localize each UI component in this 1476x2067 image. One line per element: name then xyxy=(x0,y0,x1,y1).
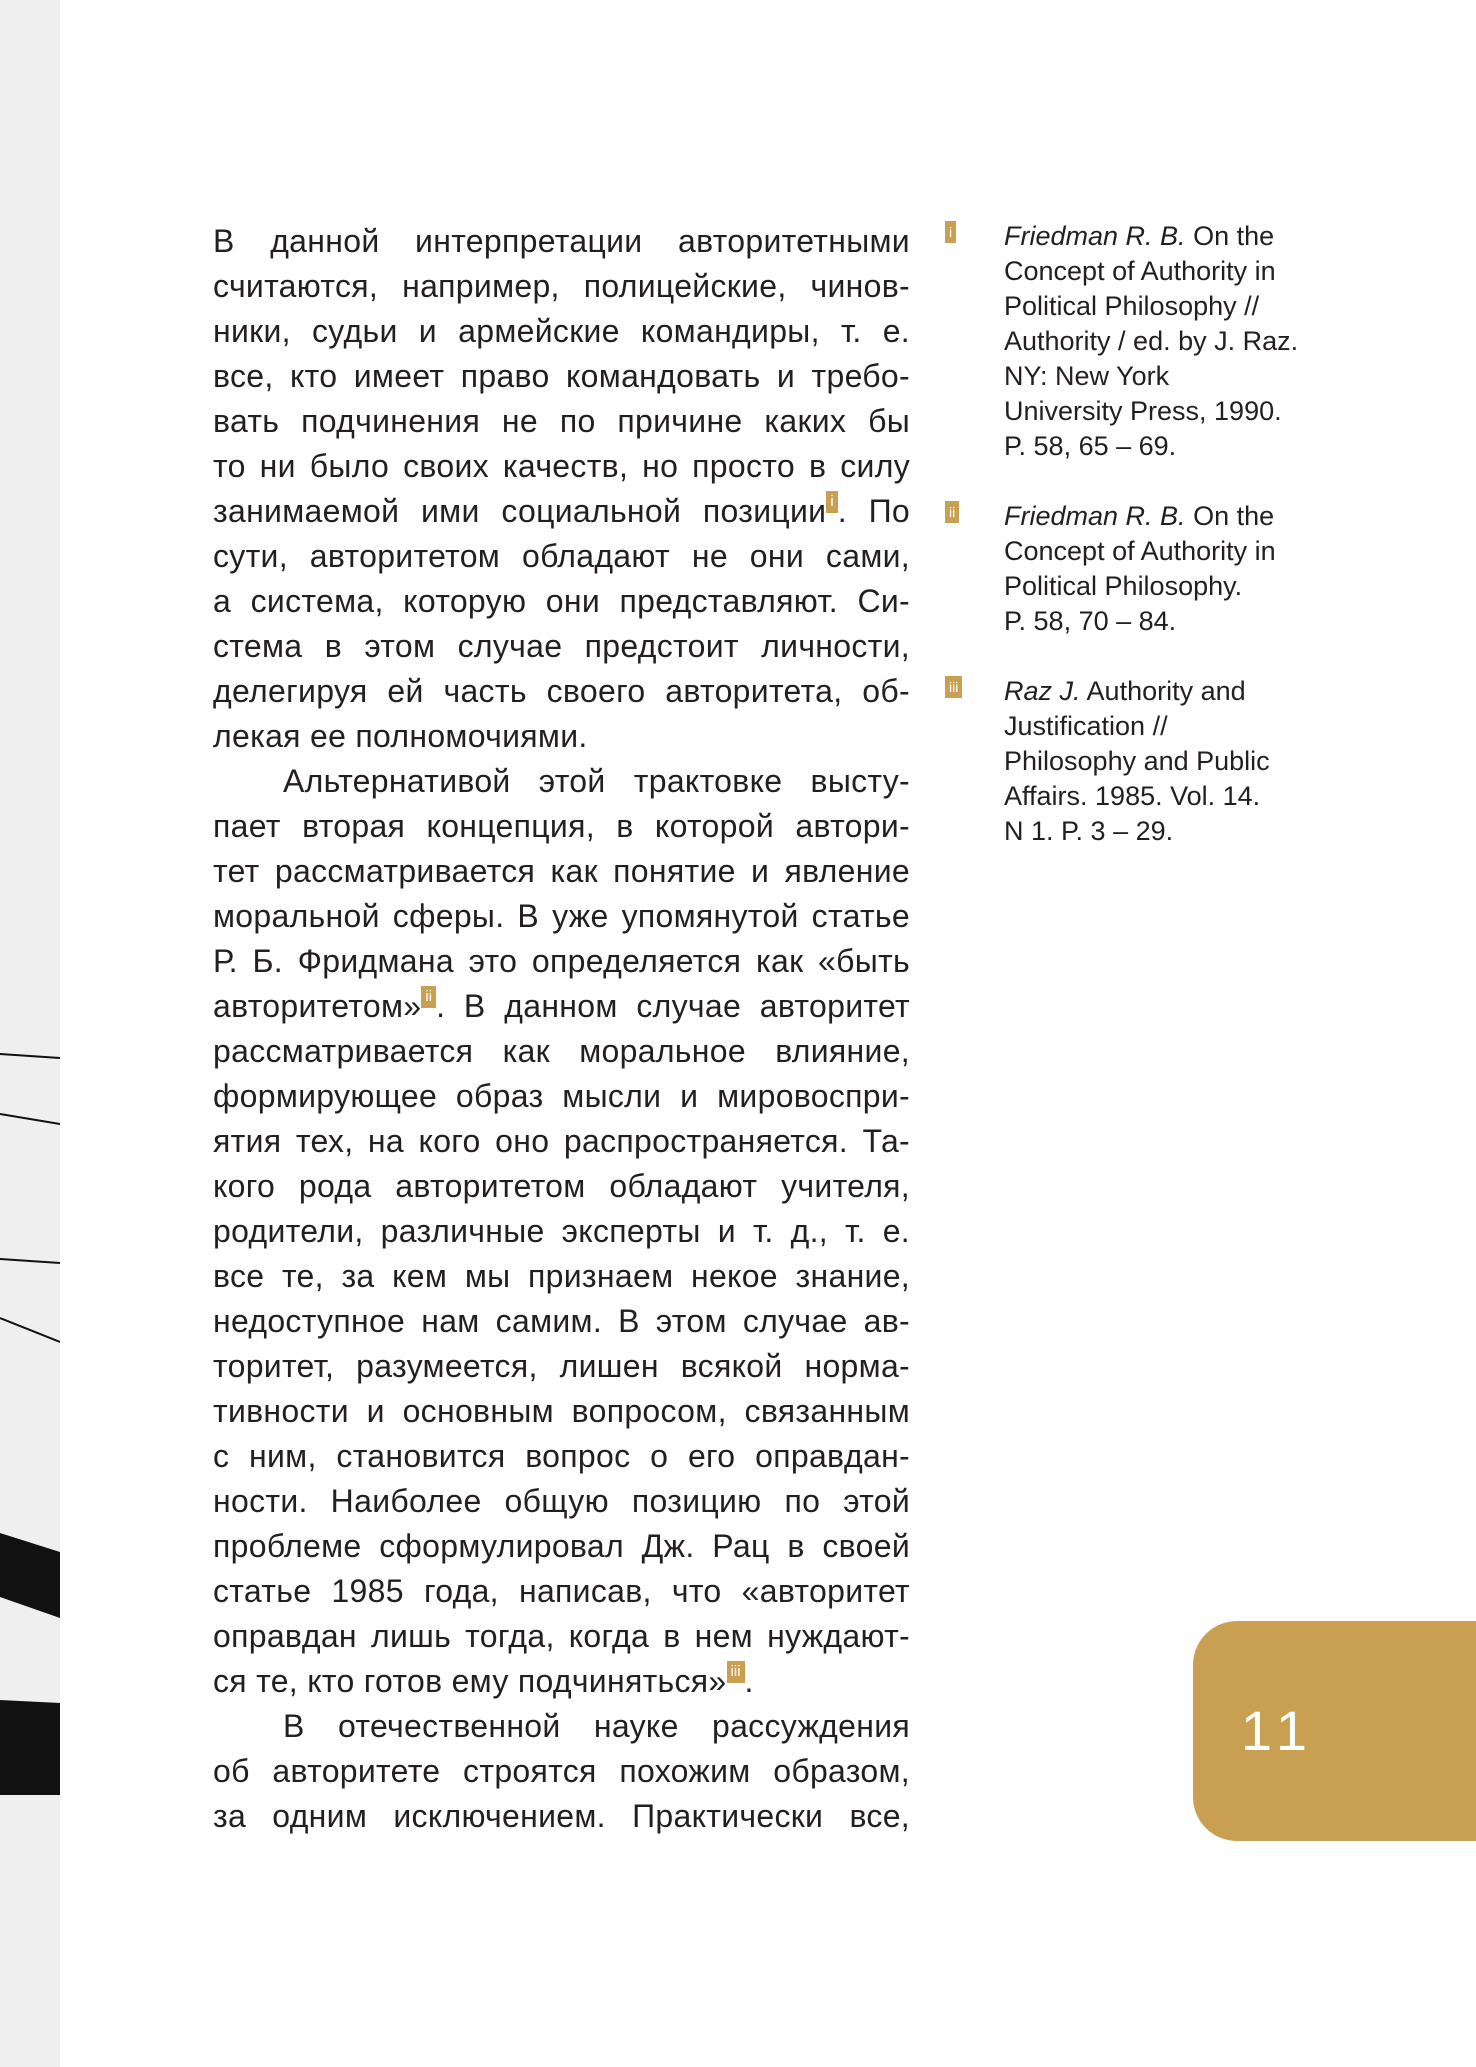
main-text xyxy=(213,219,910,1839)
text-line xyxy=(213,939,910,984)
text-line xyxy=(213,264,910,309)
text-line xyxy=(213,354,910,399)
deco-line xyxy=(0,1318,60,1342)
footnote-marker[interactable]: ii xyxy=(421,986,436,1008)
text-line xyxy=(213,804,910,849)
text-line xyxy=(213,489,910,534)
text-segment: авторитетом» xyxy=(213,988,422,1024)
text-line xyxy=(213,1794,910,1839)
text-line xyxy=(213,1119,910,1164)
text-line xyxy=(213,1569,910,1614)
text-segment: статье 1985 года, написав, что «авторитет xyxy=(213,1573,910,1609)
footnote-marker: i xyxy=(945,221,956,243)
footnote-author: Raz J. xyxy=(1004,676,1081,706)
text-segment: торитет, разумеется, лишен всякой норма- xyxy=(213,1348,910,1384)
text-segment: . xyxy=(744,1663,754,1699)
text-segment: сути, авторитетом обладают не они сами, xyxy=(213,538,910,574)
text-segment: Альтернативой этой трактовке высту- xyxy=(283,763,910,799)
text-segment: проблеме сформулировал Дж. Рац в своей xyxy=(213,1528,910,1564)
text-segment: ятия тех, на кого оно распространяется. Та- xyxy=(213,1123,910,1159)
footnote-text xyxy=(1004,499,1465,639)
deco-band xyxy=(0,1533,60,1618)
footnote-marker: ii xyxy=(945,501,959,523)
text-segment: с ним, становится вопрос о его оправдан- xyxy=(213,1438,910,1474)
decorative-stripes xyxy=(0,0,60,2067)
footnote-reference: Authority and Justification // Philosophy and Public Affairs. 1985. Vol. 14. N 1. P. 3 – 29. xyxy=(1004,676,1270,846)
text-line xyxy=(213,579,910,624)
page-number: 11 xyxy=(1240,1699,1316,1762)
text-line xyxy=(213,984,910,1029)
footnote-text xyxy=(1004,219,1465,464)
footnote-marker[interactable]: i xyxy=(826,491,837,513)
text-line xyxy=(213,1749,910,1794)
text-line xyxy=(213,714,910,759)
footnote xyxy=(945,219,1465,464)
text-line xyxy=(213,1659,910,1704)
text-line xyxy=(213,1344,910,1389)
text-segment: оправдан лишь тогда, когда в нем нуждают- xyxy=(213,1618,910,1654)
footnote-marker[interactable]: iii xyxy=(727,1661,745,1683)
footnote-text xyxy=(1004,674,1465,849)
text-segment: ности. Наиболее общую позицию по этой xyxy=(213,1483,910,1519)
text-line xyxy=(213,759,910,804)
text-line xyxy=(213,1614,910,1659)
footnote-reference: On the Concept of Authority in Political Philosophy. P. 58, 70 – 84. xyxy=(1004,501,1276,636)
text-line xyxy=(213,1389,910,1434)
text-segment: все те, за кем мы признаем некое знание, xyxy=(213,1258,910,1294)
footnote xyxy=(945,674,1465,849)
text-segment: пает вторая концепция, в которой автори- xyxy=(213,808,910,844)
text-segment: формирующее образ мысли и мировоспри- xyxy=(213,1078,910,1114)
deco-band xyxy=(0,1700,60,1795)
text-segment: стема в этом случае предстоит личности, xyxy=(213,628,910,664)
page-number-tab xyxy=(1193,1621,1476,1841)
text-segment: Р. Б. Фридмана это определяется как «быть xyxy=(213,943,910,979)
text-segment: недоступное нам самим. В этом случае ав- xyxy=(213,1303,910,1339)
text-segment: тивности и основным вопросом, связанным xyxy=(213,1393,910,1429)
text-segment: лекая ее полномочиями. xyxy=(213,718,588,754)
footnote-marker: iii xyxy=(945,676,962,698)
text-line xyxy=(213,1074,910,1119)
text-segment: считаются, например, полицейские, чинов- xyxy=(213,268,910,304)
text-line xyxy=(213,849,910,894)
text-line xyxy=(213,534,910,579)
text-segment: . По xyxy=(837,493,911,529)
text-segment: вать подчинения не по причине каких бы xyxy=(213,403,910,439)
footnote-author: Friedman R. B. xyxy=(1004,221,1186,251)
text-line xyxy=(213,1524,910,1569)
text-line xyxy=(213,1434,910,1479)
footnote-author: Friedman R. B. xyxy=(1004,501,1186,531)
text-line xyxy=(213,399,910,444)
deco-line xyxy=(0,1054,60,1058)
text-segment: об авторитете строятся похожим образом, xyxy=(213,1753,910,1789)
text-segment: ся те, кто готов ему подчиняться» xyxy=(213,1663,727,1699)
side-notes xyxy=(945,219,1465,884)
text-segment: занимаемой ими социальной позиции xyxy=(213,493,827,529)
text-segment: а система, которую они представляют. Си- xyxy=(213,583,910,619)
text-segment: рассматривается как моральное влияние, xyxy=(213,1033,910,1069)
text-segment: то ни было своих качеств, но просто в силу xyxy=(213,448,910,484)
text-line xyxy=(213,624,910,669)
text-line xyxy=(213,1704,910,1749)
text-segment: ники, судьи и армейские командиры, т. е. xyxy=(213,313,910,349)
text-line xyxy=(213,1164,910,1209)
text-line xyxy=(213,1299,910,1344)
text-segment: . В данном случае авторитет xyxy=(436,988,910,1024)
text-line xyxy=(213,309,910,354)
text-segment: делегируя ей часть своего авторитета, об- xyxy=(213,673,910,709)
text-line xyxy=(213,1029,910,1074)
text-segment: за одним исключением. Практически все, xyxy=(213,1798,910,1834)
deco-line xyxy=(0,1114,60,1124)
text-line xyxy=(213,669,910,714)
footnote xyxy=(945,499,1465,639)
text-segment: моральной сферы. В уже упомянутой статье xyxy=(213,898,910,934)
deco-line xyxy=(0,1259,60,1263)
text-segment: В отечественной науке рассуждения xyxy=(283,1708,910,1744)
text-line xyxy=(213,1254,910,1299)
text-segment: В данной интерпретации авторитетными xyxy=(213,223,910,259)
text-segment: все, кто имеет право командовать и требо- xyxy=(213,358,910,394)
text-line xyxy=(213,1479,910,1524)
text-line xyxy=(213,444,910,489)
text-segment: тет рассматривается как понятие и явление xyxy=(213,853,910,889)
text-line xyxy=(213,894,910,939)
text-line xyxy=(213,1209,910,1254)
footnote-reference: On the Concept of Authority in Political Philosophy // Authority / ed. by J. Raz. NY: New York University Press, 1990. P. 58, 65 – 69. xyxy=(1004,221,1299,461)
text-segment: кого рода авторитетом обладают учителя, xyxy=(213,1168,910,1204)
text-line xyxy=(213,219,910,264)
text-segment: родители, различные эксперты и т. д., т. е. xyxy=(213,1213,910,1249)
